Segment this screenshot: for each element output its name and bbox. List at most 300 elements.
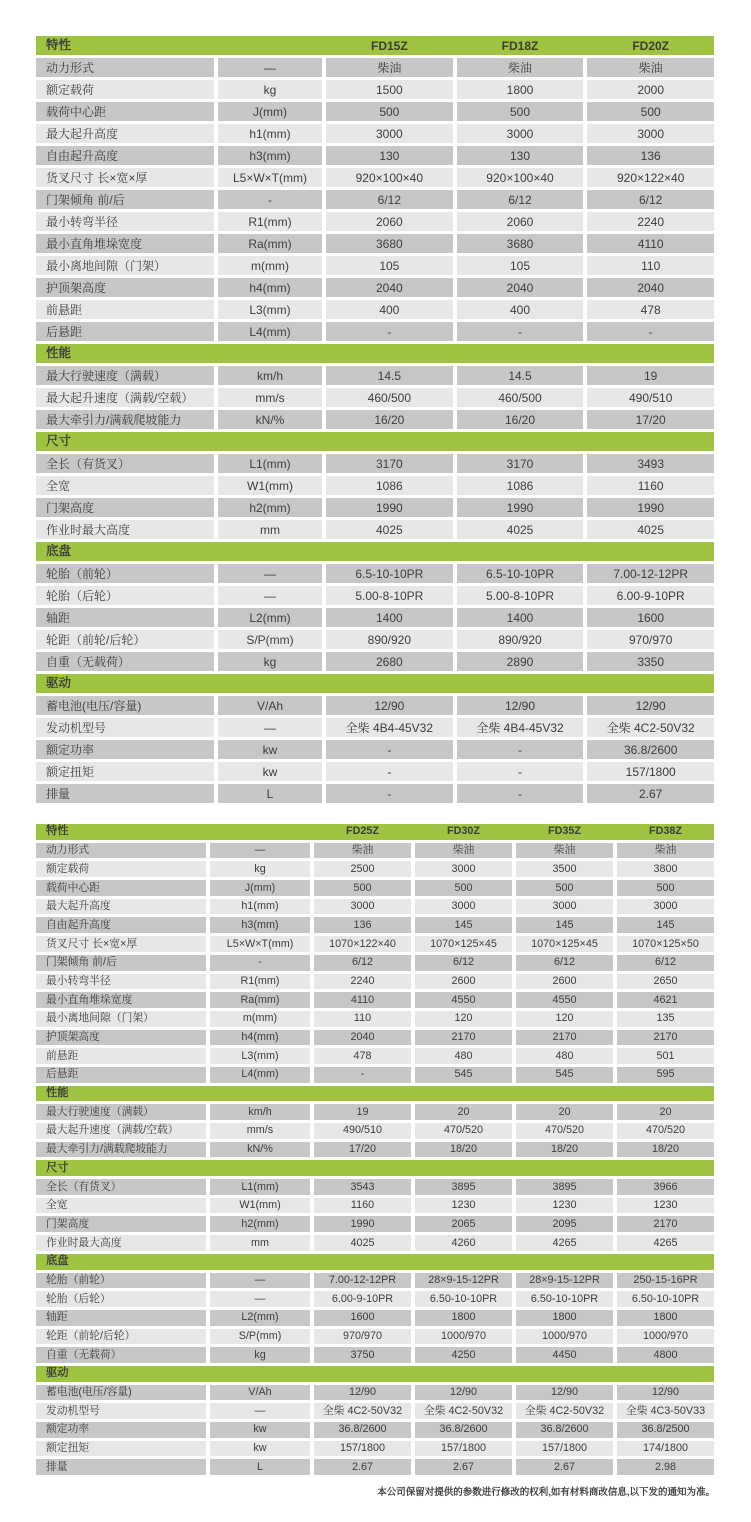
spec-row	[36, 955, 714, 971]
spec-row	[36, 784, 714, 803]
spec-row-value: 柴油	[326, 58, 453, 77]
spec-row-value: 柴油	[457, 58, 584, 77]
model-column-header: FD18Z	[501, 38, 539, 53]
spec-row-value: 136	[314, 917, 411, 933]
spec-row	[36, 322, 714, 341]
section-header-row: 尺寸	[36, 432, 714, 451]
spec-row-value: 2170	[617, 1030, 714, 1046]
section-header-row: 尺寸	[36, 1160, 714, 1176]
spec-row-label: 动力形式	[36, 843, 206, 859]
spec-row	[36, 861, 714, 877]
spec-row-value: 4550	[516, 992, 613, 1008]
spec-row-value: 7.00-12-12PR	[587, 564, 714, 583]
spec-row-value: 6.50-10-10PR	[516, 1291, 613, 1307]
spec-row-value: 7.00-12-12PR	[314, 1273, 411, 1289]
spec-row-unit: kw	[210, 1441, 310, 1457]
spec-row-value: 1000/970	[516, 1329, 613, 1345]
spec-row-value: 4025	[314, 1235, 411, 1251]
spec-row-label: 门架倾角 前/后	[36, 190, 214, 209]
model-column-header: FD38Z	[649, 825, 682, 838]
spec-row-value: 2170	[516, 1030, 613, 1046]
spec-row-value: 2.67	[314, 1459, 411, 1475]
unit-column-spacer	[218, 36, 322, 55]
model-column-header: FD30Z	[447, 825, 480, 838]
spec-row-unit: —	[218, 718, 322, 737]
spec-row-label: 自重（无载荷）	[36, 652, 214, 671]
spec-row-value: 20	[617, 1104, 714, 1120]
spec-row-value: 2.67	[587, 784, 714, 803]
spec-row-unit: mm/s	[218, 388, 322, 407]
spec-row-value: 1230	[617, 1198, 714, 1214]
spec-row-label: 门架倾角 前/后	[36, 955, 206, 971]
spec-row-value: 28×9-15-12PR	[415, 1273, 512, 1289]
spec-row-unit: —	[210, 1291, 310, 1307]
spec-row-label: 最大起升高度	[36, 899, 206, 915]
spec-row-value: 28×9-15-12PR	[516, 1273, 613, 1289]
spec-row	[36, 1291, 714, 1307]
spec-row-value: 36.8/2600	[314, 1422, 411, 1438]
model-column-header: FD20Z	[632, 38, 670, 53]
spec-row-unit: L4(mm)	[218, 322, 322, 341]
spec-row	[36, 410, 714, 429]
spec-row-label: 最大牵引力/满载爬坡能力	[36, 1142, 206, 1158]
feature-column-header: 特性	[46, 825, 69, 838]
spec-row-value: 4025	[457, 520, 584, 539]
spec-row-value: 4260	[415, 1235, 512, 1251]
spec-row-unit: kN/%	[210, 1142, 310, 1158]
spec-row	[36, 740, 714, 759]
spec-row-label: 后悬距	[36, 1067, 206, 1083]
spec-row-label: 发动机型号	[36, 718, 214, 737]
spec-row-value: 1160	[314, 1198, 411, 1214]
spec-row-value: 470/520	[415, 1123, 512, 1139]
spec-row-value: 18/20	[617, 1142, 714, 1158]
spec-row-unit: J(mm)	[218, 102, 322, 121]
spec-row-unit: S/P(mm)	[210, 1329, 310, 1345]
spec-row-label: 发动机型号	[36, 1403, 206, 1419]
spec-row	[36, 1441, 714, 1457]
spec-row-value: -	[457, 740, 584, 759]
spec-row-value: 4025	[326, 520, 453, 539]
model-column-header: FD25Z	[346, 825, 379, 838]
spec-row-value: 157/1800	[415, 1441, 512, 1457]
spec-row-value: 12/90	[415, 1385, 512, 1401]
spec-row-value: 478	[314, 1048, 411, 1064]
spec-row-value: 2060	[457, 212, 584, 231]
spec-row-value: 2170	[415, 1030, 512, 1046]
spec-row-unit: L2(mm)	[210, 1310, 310, 1326]
spec-row-unit: L	[210, 1459, 310, 1475]
spec-row	[36, 1273, 714, 1289]
spec-row-unit: h3(mm)	[218, 146, 322, 165]
spec-row-value: 4265	[617, 1235, 714, 1251]
model-column-header: FD35Z	[548, 825, 581, 838]
spec-row-value: 全柴 4B4-45V32	[457, 718, 584, 737]
spec-row	[36, 1011, 714, 1027]
spec-row-value: 157/1800	[587, 762, 714, 781]
spec-row	[36, 1142, 714, 1158]
spec-row-value: 6/12	[617, 955, 714, 971]
spec-row	[36, 843, 714, 859]
spec-row-unit: L	[218, 784, 322, 803]
section-header-row: 驱动	[36, 674, 714, 693]
spec-row-value: 145	[617, 917, 714, 933]
spec-row-unit: L3(mm)	[210, 1048, 310, 1064]
spec-row-label: 轮胎（前轮）	[36, 1273, 206, 1289]
spec-row	[36, 1403, 714, 1419]
spec-row-unit: kg	[218, 652, 322, 671]
section-header-row: 底盘	[36, 1254, 714, 1270]
spec-row	[36, 1067, 714, 1083]
spec-row-label: 最大起升速度（满载/空载）	[36, 1123, 206, 1139]
spec-row-value: 36.8/2600	[587, 740, 714, 759]
spec-row-value: 890/920	[326, 630, 453, 649]
spec-row-value: 6.50-10-10PR	[415, 1291, 512, 1307]
spec-row-unit: kw	[218, 762, 322, 781]
spec-row-value: 105	[326, 256, 453, 275]
spec-row-unit: kw	[210, 1422, 310, 1438]
spec-row-value: 16/20	[326, 410, 453, 429]
spec-row-value: 6/12	[314, 955, 411, 971]
spec-row-value: 全柴 4C3-50V33	[617, 1403, 714, 1419]
spec-row-value: -	[457, 762, 584, 781]
spec-row-value: 1086	[457, 476, 584, 495]
spec-row-value: 6/12	[587, 190, 714, 209]
feature-column-header: 特性	[46, 38, 72, 53]
spec-row-value: 1990	[587, 498, 714, 517]
spec-row	[36, 718, 714, 737]
spec-row-label: 最大牵引力/满载爬坡能力	[36, 410, 214, 429]
spec-row-value: 130	[457, 146, 584, 165]
spec-row	[36, 454, 714, 473]
spec-row-label: 作业时最大高度	[36, 1235, 206, 1251]
spec-row-value: 500	[617, 880, 714, 896]
spec-row-unit: kN/%	[218, 410, 322, 429]
spec-row-unit: —	[210, 1403, 310, 1419]
spec-row-value: 1800	[516, 1310, 613, 1326]
spec-row-label: 轮胎（后轮）	[36, 586, 214, 605]
spec-row-value: -	[314, 1067, 411, 1083]
spec-row-value: 6.50-10-10PR	[617, 1291, 714, 1307]
spec-row-label: 额定载荷	[36, 80, 214, 99]
spec-row-value: 3170	[326, 454, 453, 473]
spec-row-value: -	[326, 322, 453, 341]
section-header-row: 底盘	[36, 542, 714, 561]
spec-row-value: 4110	[587, 234, 714, 253]
spec-row-unit: R1(mm)	[210, 974, 310, 990]
spec-row-value: -	[457, 784, 584, 803]
spec-row-value: 500	[326, 102, 453, 121]
spec-table-large-models	[36, 824, 714, 1478]
spec-row-unit: km/h	[210, 1104, 310, 1120]
spec-row-value: 12/90	[326, 696, 453, 715]
spec-row-value: 1070×125×45	[415, 936, 512, 952]
spec-row-value: 3680	[326, 234, 453, 253]
spec-row-unit: -	[218, 190, 322, 209]
spec-row-value: 3500	[516, 861, 613, 877]
spec-row-value: 1070×122×40	[314, 936, 411, 952]
spec-row-value: 3000	[314, 899, 411, 915]
spec-row-value: 2000	[587, 80, 714, 99]
spec-row-value: 2890	[457, 652, 584, 671]
spec-row-value: 1400	[457, 608, 584, 627]
spec-row-value: 6.5-10-10PR	[326, 564, 453, 583]
spec-row-value: -	[326, 784, 453, 803]
spec-row-value: 110	[587, 256, 714, 275]
spec-row-label: 全宽	[36, 1198, 206, 1214]
spec-row-label: 最小直角堆垛宽度	[36, 234, 214, 253]
spec-row-value: 400	[457, 300, 584, 319]
spec-row-label: 排量	[36, 1459, 206, 1475]
spec-row-value: 3895	[516, 1179, 613, 1195]
spec-row	[36, 498, 714, 517]
spec-row-value: 2650	[617, 974, 714, 990]
spec-row-value: 135	[617, 1011, 714, 1027]
spec-row-value: -	[326, 740, 453, 759]
spec-row-label: 轴距	[36, 608, 214, 627]
spec-row-unit: mm	[210, 1235, 310, 1251]
spec-row-unit: h4(mm)	[210, 1030, 310, 1046]
spec-row-value: 1800	[617, 1310, 714, 1326]
spec-row-value: 500	[587, 102, 714, 121]
spec-row-value: 400	[326, 300, 453, 319]
spec-row-value: 全柴 4C2-50V32	[415, 1403, 512, 1419]
spec-row-unit: kg	[218, 80, 322, 99]
spec-row-value: 2500	[314, 861, 411, 877]
spec-row	[36, 1422, 714, 1438]
spec-row-label: 自由起升高度	[36, 146, 214, 165]
spec-row	[36, 1385, 714, 1401]
spec-row-label: 全宽	[36, 476, 214, 495]
spec-row-value: 500	[415, 880, 512, 896]
spec-row-label: 前悬距	[36, 300, 214, 319]
spec-row-value: 1600	[587, 608, 714, 627]
spec-row	[36, 190, 714, 209]
spec-row-value: 3000	[587, 124, 714, 143]
spec-row-label: 额定扭矩	[36, 762, 214, 781]
spec-row	[36, 168, 714, 187]
spec-row-value: 1800	[457, 80, 584, 99]
spec-row-unit: km/h	[218, 366, 322, 385]
spec-row	[36, 1123, 714, 1139]
spec-row-value: 5.00-8-10PR	[326, 586, 453, 605]
spec-row-value: 3000	[516, 899, 613, 915]
spec-row-value: 105	[457, 256, 584, 275]
spec-row-value: 全柴 4B4-45V32	[326, 718, 453, 737]
spec-row-unit: mm	[218, 520, 322, 539]
spec-row-unit: m(mm)	[210, 1011, 310, 1027]
spec-row-label: 蓄电池(电压/容量)	[36, 696, 214, 715]
spec-table-small-models	[36, 36, 714, 806]
spec-row-unit: h2(mm)	[218, 498, 322, 517]
spec-row	[36, 1329, 714, 1345]
spec-row	[36, 300, 714, 319]
spec-row	[36, 102, 714, 121]
spec-row-value: 1160	[587, 476, 714, 495]
spec-row	[36, 1347, 714, 1363]
spec-row-value: 3000	[415, 899, 512, 915]
spec-row-value: 478	[587, 300, 714, 319]
spec-row-value: 3680	[457, 234, 584, 253]
spec-row-unit: —	[218, 586, 322, 605]
spec-row-value: 3966	[617, 1179, 714, 1195]
spec-row-value: 2.67	[415, 1459, 512, 1475]
spec-row-value: 6/12	[516, 955, 613, 971]
spec-row	[36, 234, 714, 253]
spec-row-value: 157/1800	[516, 1441, 613, 1457]
spec-row-value: 12/90	[617, 1385, 714, 1401]
spec-row-value: 全柴 4C2-50V32	[314, 1403, 411, 1419]
spec-row-value: 2170	[617, 1216, 714, 1232]
spec-row-value: 545	[415, 1067, 512, 1083]
spec-row	[36, 1048, 714, 1064]
spec-row	[36, 388, 714, 407]
spec-row-value: 174/1800	[617, 1441, 714, 1457]
spec-row-unit: Ra(mm)	[210, 992, 310, 1008]
spec-row-label: 额定功率	[36, 1422, 206, 1438]
spec-row-unit: —	[210, 843, 310, 859]
spec-row-label: 货叉尺寸 长×宽×厚	[36, 936, 206, 952]
spec-row-label: 最大起升高度	[36, 124, 214, 143]
spec-row	[36, 1235, 714, 1251]
spec-row-value: 2040	[457, 278, 584, 297]
spec-row	[36, 1179, 714, 1195]
spec-row-label: 最小转弯半径	[36, 212, 214, 231]
spec-row-value: 545	[516, 1067, 613, 1083]
spec-row-unit: mm/s	[210, 1123, 310, 1139]
spec-row-value: 全柴 4C2-50V32	[587, 718, 714, 737]
spec-row-value: 157/1800	[314, 1441, 411, 1457]
spec-row-value: 470/520	[617, 1123, 714, 1139]
spec-row-value: 501	[617, 1048, 714, 1064]
spec-row-value: 4265	[516, 1235, 613, 1251]
spec-row-value: 12/90	[516, 1385, 613, 1401]
spec-row	[36, 1198, 714, 1214]
spec-row-value: 500	[516, 880, 613, 896]
spec-row-value: 3800	[617, 861, 714, 877]
spec-row-label: 前悬距	[36, 1048, 206, 1064]
spec-row-value: 1990	[326, 498, 453, 517]
spec-row-value: 19	[314, 1104, 411, 1120]
spec-row-value: 6.00-9-10PR	[587, 586, 714, 605]
spec-row	[36, 80, 714, 99]
spec-row	[36, 1030, 714, 1046]
spec-row-value: 110	[314, 1011, 411, 1027]
spec-row-unit: h3(mm)	[210, 917, 310, 933]
spec-row	[36, 992, 714, 1008]
spec-row-value: 4550	[415, 992, 512, 1008]
spec-row-value: 2040	[326, 278, 453, 297]
spec-row-value: 2060	[326, 212, 453, 231]
spec-row-value: 490/510	[587, 388, 714, 407]
spec-row-label: 轮胎（后轮）	[36, 1291, 206, 1307]
spec-row-unit: -	[210, 955, 310, 971]
spec-row	[36, 366, 714, 385]
spec-row-label: 载荷中心距	[36, 880, 206, 896]
spec-row-label: 动力形式	[36, 58, 214, 77]
spec-row-label: 最大行驶速度（满载）	[36, 1104, 206, 1120]
spec-row-value: 130	[326, 146, 453, 165]
spec-row-label: 全长（有货叉）	[36, 454, 214, 473]
spec-row-value: 3000	[617, 899, 714, 915]
spec-row-value: 145	[415, 917, 512, 933]
spec-row-value: 2065	[415, 1216, 512, 1232]
spec-row-unit: kg	[210, 1347, 310, 1363]
spec-row-value: 145	[516, 917, 613, 933]
spec-row-label: 后悬距	[36, 322, 214, 341]
spec-row-value: 1230	[415, 1198, 512, 1214]
spec-row-value: 480	[415, 1048, 512, 1064]
spec-row-value: 2040	[587, 278, 714, 297]
spec-row	[36, 124, 714, 143]
spec-row	[36, 917, 714, 933]
spec-row-unit: Ra(mm)	[218, 234, 322, 253]
spec-row-label: 额定功率	[36, 740, 214, 759]
spec-row-value: 2600	[516, 974, 613, 990]
spec-row-label: 作业时最大高度	[36, 520, 214, 539]
spec-row-unit: L1(mm)	[218, 454, 322, 473]
spec-row-value: 14.5	[326, 366, 453, 385]
spec-row-label: 轮距（前轮/后轮）	[36, 630, 214, 649]
spec-row-value: 3350	[587, 652, 714, 671]
spec-row	[36, 564, 714, 583]
spec-row-label: 蓄电池(电压/容量)	[36, 1385, 206, 1401]
spec-row-value: 1070×125×50	[617, 936, 714, 952]
spec-row-value: 500	[457, 102, 584, 121]
spec-row-value: 920×100×40	[457, 168, 584, 187]
spec-row-label: 自由起升高度	[36, 917, 206, 933]
spec-row	[36, 762, 714, 781]
spec-row-value: 250-15-16PR	[617, 1273, 714, 1289]
spec-row-value: -	[457, 322, 584, 341]
spec-row-unit: L4(mm)	[210, 1067, 310, 1083]
spec-row-value: 1500	[326, 80, 453, 99]
spec-row	[36, 974, 714, 990]
spec-row-value: 2.98	[617, 1459, 714, 1475]
spec-row-value: 4800	[617, 1347, 714, 1363]
spec-row-value: 36.8/2600	[415, 1422, 512, 1438]
spec-row-label: 额定载荷	[36, 861, 206, 877]
spec-row-value: 1600	[314, 1310, 411, 1326]
spec-row-unit: S/P(mm)	[218, 630, 322, 649]
spec-row-value: 920×100×40	[326, 168, 453, 187]
spec-row-value: -	[326, 762, 453, 781]
spec-row	[36, 608, 714, 627]
spec-row-value: 柴油	[587, 58, 714, 77]
spec-row-value: 1086	[326, 476, 453, 495]
spec-row-unit: h1(mm)	[218, 124, 322, 143]
spec-row-value: 3000	[415, 861, 512, 877]
spec-row-value: 19	[587, 366, 714, 385]
spec-row-value: -	[587, 322, 714, 341]
spec-row	[36, 146, 714, 165]
spec-row-value: 6/12	[326, 190, 453, 209]
spec-row-value: 2240	[314, 974, 411, 990]
spec-row	[36, 586, 714, 605]
spec-row-value: 20	[516, 1104, 613, 1120]
spec-row-unit: kg	[210, 861, 310, 877]
spec-row-value: 500	[314, 880, 411, 896]
spec-row	[36, 212, 714, 231]
spec-row-value: 120	[516, 1011, 613, 1027]
spec-row-value: 柴油	[617, 843, 714, 859]
spec-row-value: 3895	[415, 1179, 512, 1195]
spec-row-value: 460/500	[326, 388, 453, 407]
spec-row-label: 轮距（前轮/后轮）	[36, 1329, 206, 1345]
spec-row-value: 柴油	[516, 843, 613, 859]
spec-row-unit: L2(mm)	[218, 608, 322, 627]
spec-row-value: 1070×125×45	[516, 936, 613, 952]
